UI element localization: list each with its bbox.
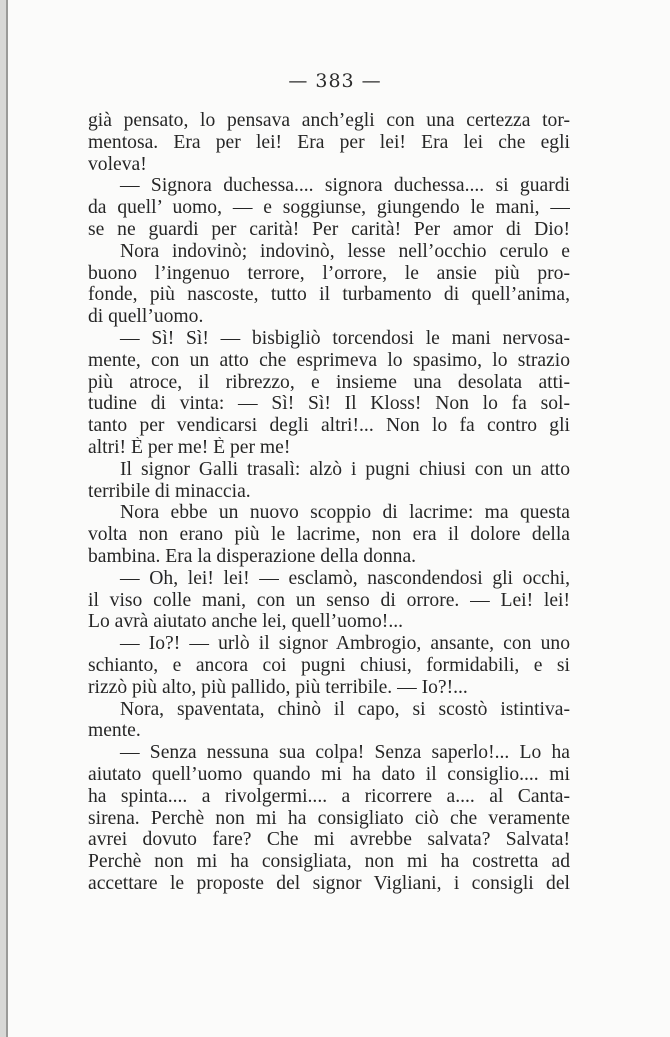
page-number: — 383 —	[288, 70, 382, 92]
text-line: ha spinta.... a rivolgermi.... a ricorrere a.... al Canta-	[88, 785, 570, 807]
text-line: Perchè non mi ha consigliata, non mi ha costretta ad	[88, 851, 570, 873]
text-line: mentosa. Era per lei! Era per lei! Era lei che egli	[88, 131, 570, 153]
text-line: schianto, e ancora coi pugni chiusi, formidabili, e si	[88, 654, 570, 676]
text-line: voleva!	[88, 153, 147, 175]
text-line: bambina. Era la disperazione della donna.	[88, 545, 417, 567]
text-line: se ne guardi per carità! Per carità! Per amor di Dio!	[88, 218, 570, 240]
text-line: Il signor Galli trasalì: alzò i pugni chiusi con un atto	[120, 458, 570, 480]
text-line: mente.	[88, 720, 141, 742]
text-line: volta non erano più le lacrime, non era il dolore della	[88, 524, 570, 546]
text-line: di quell’uomo.	[88, 306, 204, 328]
text-line: — Sì! Sì! — bisbigliò torcendosi le mani nervosa-	[120, 327, 570, 349]
text-line: terribile di minaccia.	[88, 480, 251, 502]
text-line: altri! È per me! È per me!	[88, 436, 291, 458]
text-line: Nora ebbe un nuovo scoppio di lacrime: ma questa	[120, 502, 570, 524]
text-line: Nora indovinò; indovinò, lesse nell’occhio cerulo e	[120, 240, 570, 262]
text-line: aiutato quell’uomo quando mi ha dato il consiglio.... mi	[88, 763, 570, 785]
text-line: Lo avrà aiutato anche lei, quell’uomo!...	[88, 611, 404, 633]
text-line: da quell’ uomo, — e soggiunse, giungendo le mani, —	[88, 197, 570, 219]
text-line: tanto per vendicarsi degli altri!... Non lo fa contro gli	[88, 415, 570, 437]
text-line: — Io?! — urlò il signor Ambrogio, ansante, con uno	[120, 633, 570, 655]
text-line: — Senza nessuna sua colpa! Senza saperlo!... Lo ha	[120, 742, 570, 764]
text-line: fonde, più nascoste, tutto il turbamento di quell’anima,	[88, 284, 570, 306]
text-line: tudine di vinta: — Sì! Sì! Il Kloss! Non lo fa sol-	[88, 393, 570, 415]
body-text	[88, 110, 570, 895]
text-line: Nora, spaventata, chinò il capo, si scostò istintiva-	[120, 698, 570, 720]
text-line: buono l’ingenuo terrore, l’orrore, le ansie più pro-	[88, 262, 570, 284]
text-line: il viso colle mani, con un senso di orrore. — Lei! lei!	[88, 589, 570, 611]
text-line: rizzò più alto, più pallido, più terribile. — Io?!...	[88, 676, 468, 698]
text-line: — Oh, lei! lei! — esclamò, nascondendosi gli occhi,	[120, 567, 570, 589]
text-line: sirena. Perchè non mi ha consigliato ciò che veramente	[88, 807, 570, 829]
text-line: mente, con un atto che esprimeva lo spasimo, lo strazio	[88, 349, 570, 371]
text-line: già pensato, lo pensava anch’egli con una certezza tor-	[88, 110, 570, 131]
text-line: — Signora duchessa.... signora duchessa.... si guardi	[120, 175, 570, 197]
text-line: più atroce, il ribrezzo, e insieme una desolata atti-	[88, 371, 570, 393]
page-binding-edge	[0, 0, 8, 1037]
text-line: accettare le proposte del signor Vigliani, i consigli del	[88, 872, 570, 894]
text-line: avrei dovuto fare? Che mi avrebbe salvata? Salvata!	[88, 829, 570, 851]
